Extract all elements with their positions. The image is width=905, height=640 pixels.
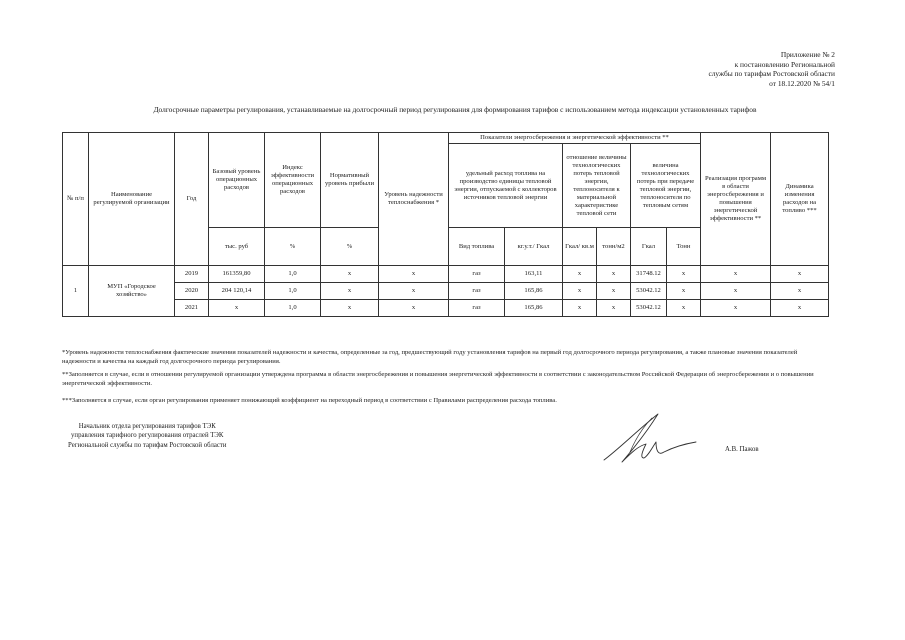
document-title: Долгосрочные параметры регулирования, устанавливаемые на долгосрочный период регулирования для формирования тарифов с использованием метода индексации установленных тарифов (153, 105, 757, 114)
unit-base: тыс. руб (209, 228, 265, 266)
appendix-line-2: к постановлению Региональной (734, 59, 835, 69)
cell-reliability: х (379, 283, 449, 300)
appendix-line-3: службы по тарифам Ростовской области (708, 69, 835, 79)
header-reliability: Уровень надежности теплоснабжения * (379, 133, 449, 266)
signatory-line-3: Региональной службы по тарифам Ростовской области (68, 441, 227, 449)
cell-ratio-2: х (597, 283, 631, 300)
header-org: Наименование регулируемой организации (89, 133, 175, 266)
cell-fuel-type: газ (449, 300, 505, 317)
cell-fuel-rate: 163,11 (505, 266, 563, 283)
parameters-table (62, 132, 829, 317)
cell-program: х (701, 266, 771, 283)
unit-ratio-2: тонн/м2 (597, 228, 631, 266)
cell-ratio-1: х (563, 266, 597, 283)
cell-index: 1,0 (265, 300, 321, 317)
table-row (63, 300, 829, 317)
cell-fuel-rate: 165,86 (505, 300, 563, 317)
handwritten-signature-icon (600, 408, 700, 468)
cell-base: 204 120,14 (209, 283, 265, 300)
cell-program: х (701, 283, 771, 300)
header-losses: величина технологических потерь при передаче тепловой энергии, теплоносителя по тепловым сетям (631, 144, 701, 228)
header-norm-profit: Нормативный уровень прибыли (321, 133, 379, 228)
unit-loss-1: Гкал (631, 228, 667, 266)
header-year: Год (175, 133, 209, 266)
header-energy-group: Показатели энергосбережения и энергетической эффективности ** (449, 133, 701, 144)
footnote-energy-program: **Заполняется в случае, если в отношении регулируемой организации утверждена программа в области энергосбережения и повышения энергетической эффективности в соответствии с законодательством Российской Федерации об энергосбережении и о повышении энергетической эффективности. (62, 371, 814, 387)
org-name: МУП «Городское хозяйство» (89, 266, 175, 317)
cell-loss-2: х (667, 300, 701, 317)
appendix-line-4: от 18.12.2020 № 54/1 (769, 78, 835, 88)
cell-ratio-2: х (597, 300, 631, 317)
cell-fuel-type: газ (449, 283, 505, 300)
cell-base: х (209, 300, 265, 317)
appendix-block (708, 50, 835, 88)
cell-loss-1: 53042.12 (631, 283, 667, 300)
unit-ratio-1: Гкал/ кв.м (563, 228, 597, 266)
cell-program: х (701, 300, 771, 317)
cell-year: 2021 (175, 300, 209, 317)
cell-year: 2020 (175, 283, 209, 300)
unit-fuel-rate: кг.у.т./ Гкал (505, 228, 563, 266)
cell-norm: х (321, 283, 379, 300)
appendix-line-1: Приложение № 2 (780, 50, 835, 59)
cell-dynamics: х (771, 300, 829, 317)
cell-index: 1,0 (265, 283, 321, 300)
footnote-reliability: *Уровень надежности теплоснабжения фактические значения показателей надежности и качества, определенные за год, предшествующий году установления тарифов на первый год долгосрочного периода регулирования, а также плановые значения показателей надежности и качества на каждый год долгосрочного периода регулирования. (62, 349, 798, 365)
header-base-costs: Базовый уровень операционных расходов (209, 133, 265, 228)
header-efficiency-index: Индекс эффективности операционных расходов (265, 133, 321, 228)
cell-ratio-2: х (597, 266, 631, 283)
cell-loss-2: х (667, 266, 701, 283)
header-losses-ratio: отношение величины технологических потерь тепловой энергии, теплоносителя к материальной характеристике тепловой сети (563, 144, 631, 228)
cell-fuel-type: газ (449, 266, 505, 283)
signatory-name: А.В. Пажов (725, 446, 759, 453)
cell-dynamics: х (771, 283, 829, 300)
cell-dynamics: х (771, 266, 829, 283)
cell-index: 1,0 (265, 266, 321, 283)
cell-year: 2019 (175, 266, 209, 283)
cell-loss-1: 31748.12 (631, 266, 667, 283)
table-row (63, 283, 829, 300)
unit-loss-2: Тонн (667, 228, 701, 266)
cell-base: 161359,80 (209, 266, 265, 283)
unit-fuel-type: Вид топлива (449, 228, 505, 266)
signatory-line-2: управления тарифного регулирования отраслей ТЭК (71, 432, 224, 440)
cell-reliability: х (379, 300, 449, 317)
cell-reliability: х (379, 266, 449, 283)
cell-fuel-rate: 165,86 (505, 283, 563, 300)
header-num: № п/п (63, 133, 89, 266)
unit-index: % (265, 228, 321, 266)
footnote-fuel-dynamics: ***Заполняется в случае, если орган регулирования применяет понижающий коэффициент на переходный период в соответствии с Правилами распределения расхода топлива. (62, 397, 557, 404)
table-row (63, 266, 829, 283)
org-number: 1 (63, 266, 89, 317)
cell-loss-2: х (667, 283, 701, 300)
header-fuel-dynamics: Динамика изменения расходов на топливо *** (771, 133, 829, 266)
unit-norm: % (321, 228, 379, 266)
cell-ratio-1: х (563, 283, 597, 300)
cell-norm: х (321, 300, 379, 317)
header-program: Реализация программ в области энергосбережения и повышения энергетической эффективности ** (701, 133, 771, 266)
header-fuel-rate: удельный расход топлива на производство единицы тепловой энергии, отпускаемой с коллекторов источников тепловой энергии (449, 144, 563, 228)
signatory-position (68, 422, 227, 450)
cell-loss-1: 53042.12 (631, 300, 667, 317)
cell-ratio-1: х (563, 300, 597, 317)
signatory-line-1: Начальник отдела регулирования тарифов ТЭК (78, 423, 216, 430)
cell-norm: х (321, 266, 379, 283)
